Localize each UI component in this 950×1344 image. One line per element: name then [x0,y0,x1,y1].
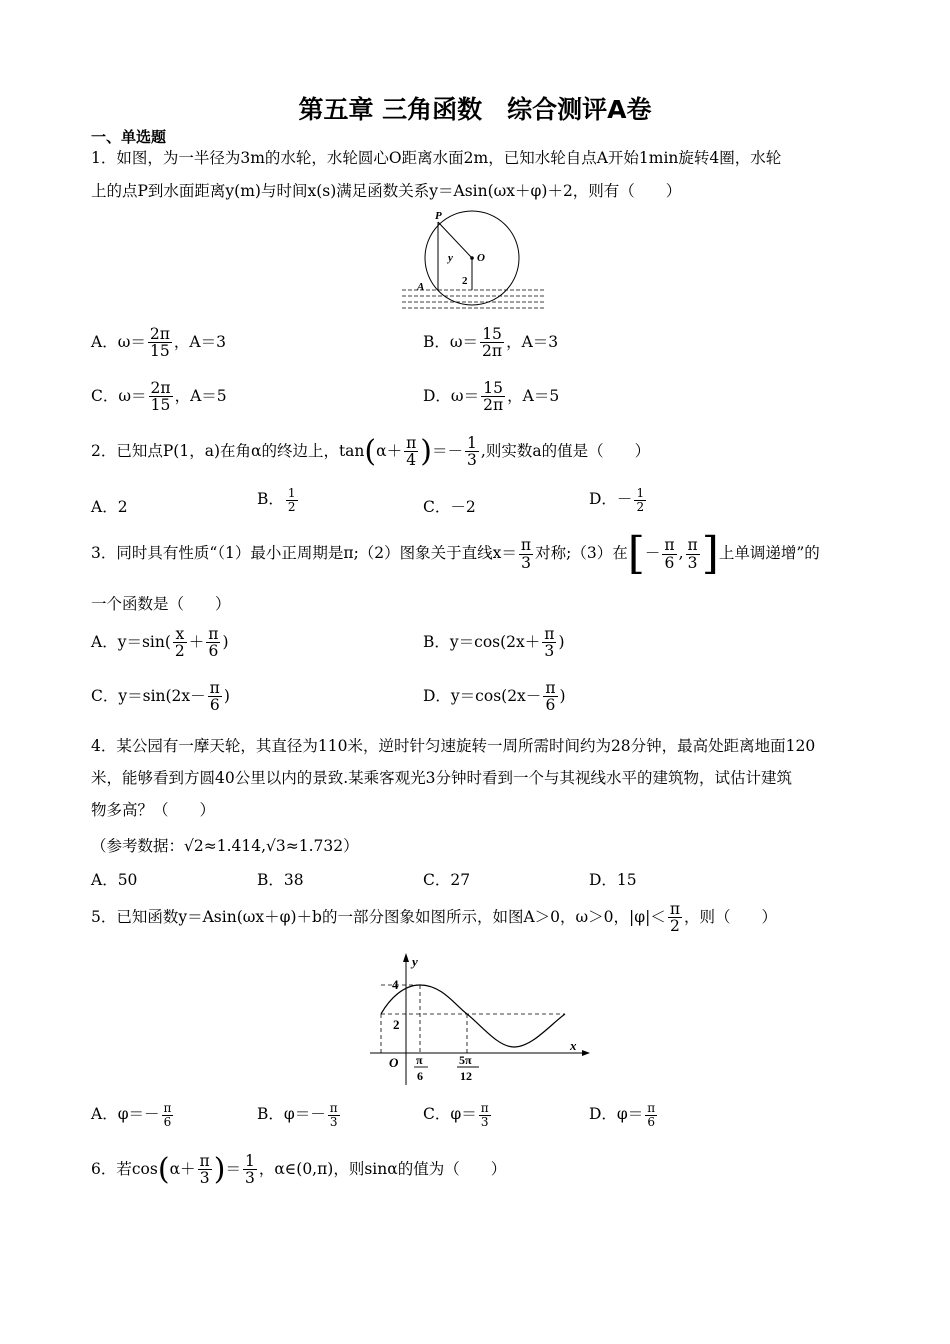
q6-text: 6．若cos(α＋ $\frac{\pi}{3}$ )＝ $\frac{1}{3}$ ，α∈(0,π)，则sinα的值为（ ） [91,1151,507,1188]
q2-text: 2．已知点P(1，a)在角α的终边上，tan(α＋ $\frac{\pi}{4}$ )＝－ $\frac{1}{3}$ ,则实数a的值是（ ） [91,433,651,470]
q5-tick-pi-6-num: π [416,1053,423,1067]
q5-option-c: C．φ＝ $\frac{\pi}{3}$ [423,1101,489,1129]
q5-option-d: D．φ＝ $\frac{\pi}{6}$ [589,1101,656,1129]
q2-option-c: C．－2 [423,498,476,516]
q1-text-line2: 上的点P到水面距离y(m)与时间x(s)满足函数关系y＝Asin(ωx＋φ)＋2，则有（ ） [91,182,682,200]
q4-reference-data: （参考数据：√2≈1.414,√3≈1.732） [91,837,359,855]
q3-text-line2: 一个函数是（ ） [91,595,231,613]
q4-text-line2: 米，能够看到方圆40公里以内的景致.某乘客观光3分钟时看到一个与其视线水平的建筑物，试估计建筑 [91,769,793,787]
q3-option-b: B．y＝cos(2x＋ $\frac{\pi}{3}$ ) [423,625,565,661]
q5-tick-pi-6-den: 6 [417,1069,423,1083]
q4-option-a: A．50 [91,871,138,889]
q1-label-P: P [435,210,442,222]
q1-label-O: O [477,252,485,264]
q1-option-d: D．ω＝ $\frac{15}{2\pi}$ ，A＝5 [423,379,560,415]
q1-waterwheel-figure [400,208,550,318]
section-heading: 一、单选题 [91,128,167,146]
q2-option-b: B． $\frac{1}{2}$ [257,486,296,514]
q4-option-c: C．27 [423,871,471,889]
q4-option-b: B．38 [257,871,304,889]
q4-text-line3: 物多高？（ ） [91,801,216,819]
q4-text-line1: 4．某公园有一摩天轮，其直径为110米，逆时针匀速旋转一周所需时间约为28分钟，最高处距离地面120 [91,737,816,755]
q5-axis-x-label: x [570,1038,577,1053]
q5-axis-y-label: y [412,954,418,969]
q1-label-A: A [417,281,425,293]
q5-function-graph [360,950,595,1090]
q2-option-d: D．－ $\frac{1}{2}$ [589,486,645,514]
q2-option-a: A．2 [91,498,128,516]
q3-text-line1: 3．同时具有性质“（1）最小正周期是π;（2）图象关于直线x＝ $\frac{\pi}{3}$ 对称;（3）在[－ $\frac{\pi}{6}$ , $\frac{\pi}{3}$ ]上单调递增”的 [91,528,820,579]
q1-option-b: B．ω＝ $\frac{15}{2\pi}$ ，A＝3 [423,325,559,361]
q5-tick-2: 2 [393,1017,400,1032]
q4-option-d: D．15 [589,871,637,889]
q5-option-a: A．φ＝－ $\frac{\pi}{6}$ [91,1101,172,1129]
q3-option-d: D．y＝cos(2x－ $\frac{\pi}{6}$ ) [423,679,566,715]
q5-tick-5pi-12-den: 12 [460,1069,472,1083]
q5-tick-4: 4 [392,977,399,992]
q5-origin-label: O [389,1055,399,1070]
q1-text-line1: 1．如图，为一半径为3m的水轮，水轮圆心O距离水面2m，已知水轮自点A开始1min旋转4圈，水轮 [91,149,782,167]
q5-tick-5pi-12-num: 5π [459,1053,472,1067]
q3-option-c: C．y＝sin(2x－ $\frac{\pi}{6}$ ) [91,679,230,715]
q1-option-c: C．ω＝ $\frac{2\pi}{15}$ ，A＝5 [91,379,227,415]
q1-label-2: 2 [462,275,468,287]
page-title: 第五章 三角函数 综合测评A卷 [298,95,652,124]
q1-label-y: y [448,252,453,264]
q5-option-b: B．φ＝－ $\frac{\pi}{3}$ [257,1101,338,1129]
q5-text: 5．已知函数y＝Asin(ωx＋φ)＋b的一部分图象如图所示，如图A＞0，ω＞0，|φ|＜ $\frac{\pi}{2}$ ，则（ ） [91,900,778,936]
q3-option-a: A．y＝sin( $\frac{x}{2}$ ＋ $\frac{\pi}{6}$ ) [91,625,229,661]
q1-option-a: A．ω＝ $\frac{2\pi}{15}$ ，A＝3 [91,325,226,361]
